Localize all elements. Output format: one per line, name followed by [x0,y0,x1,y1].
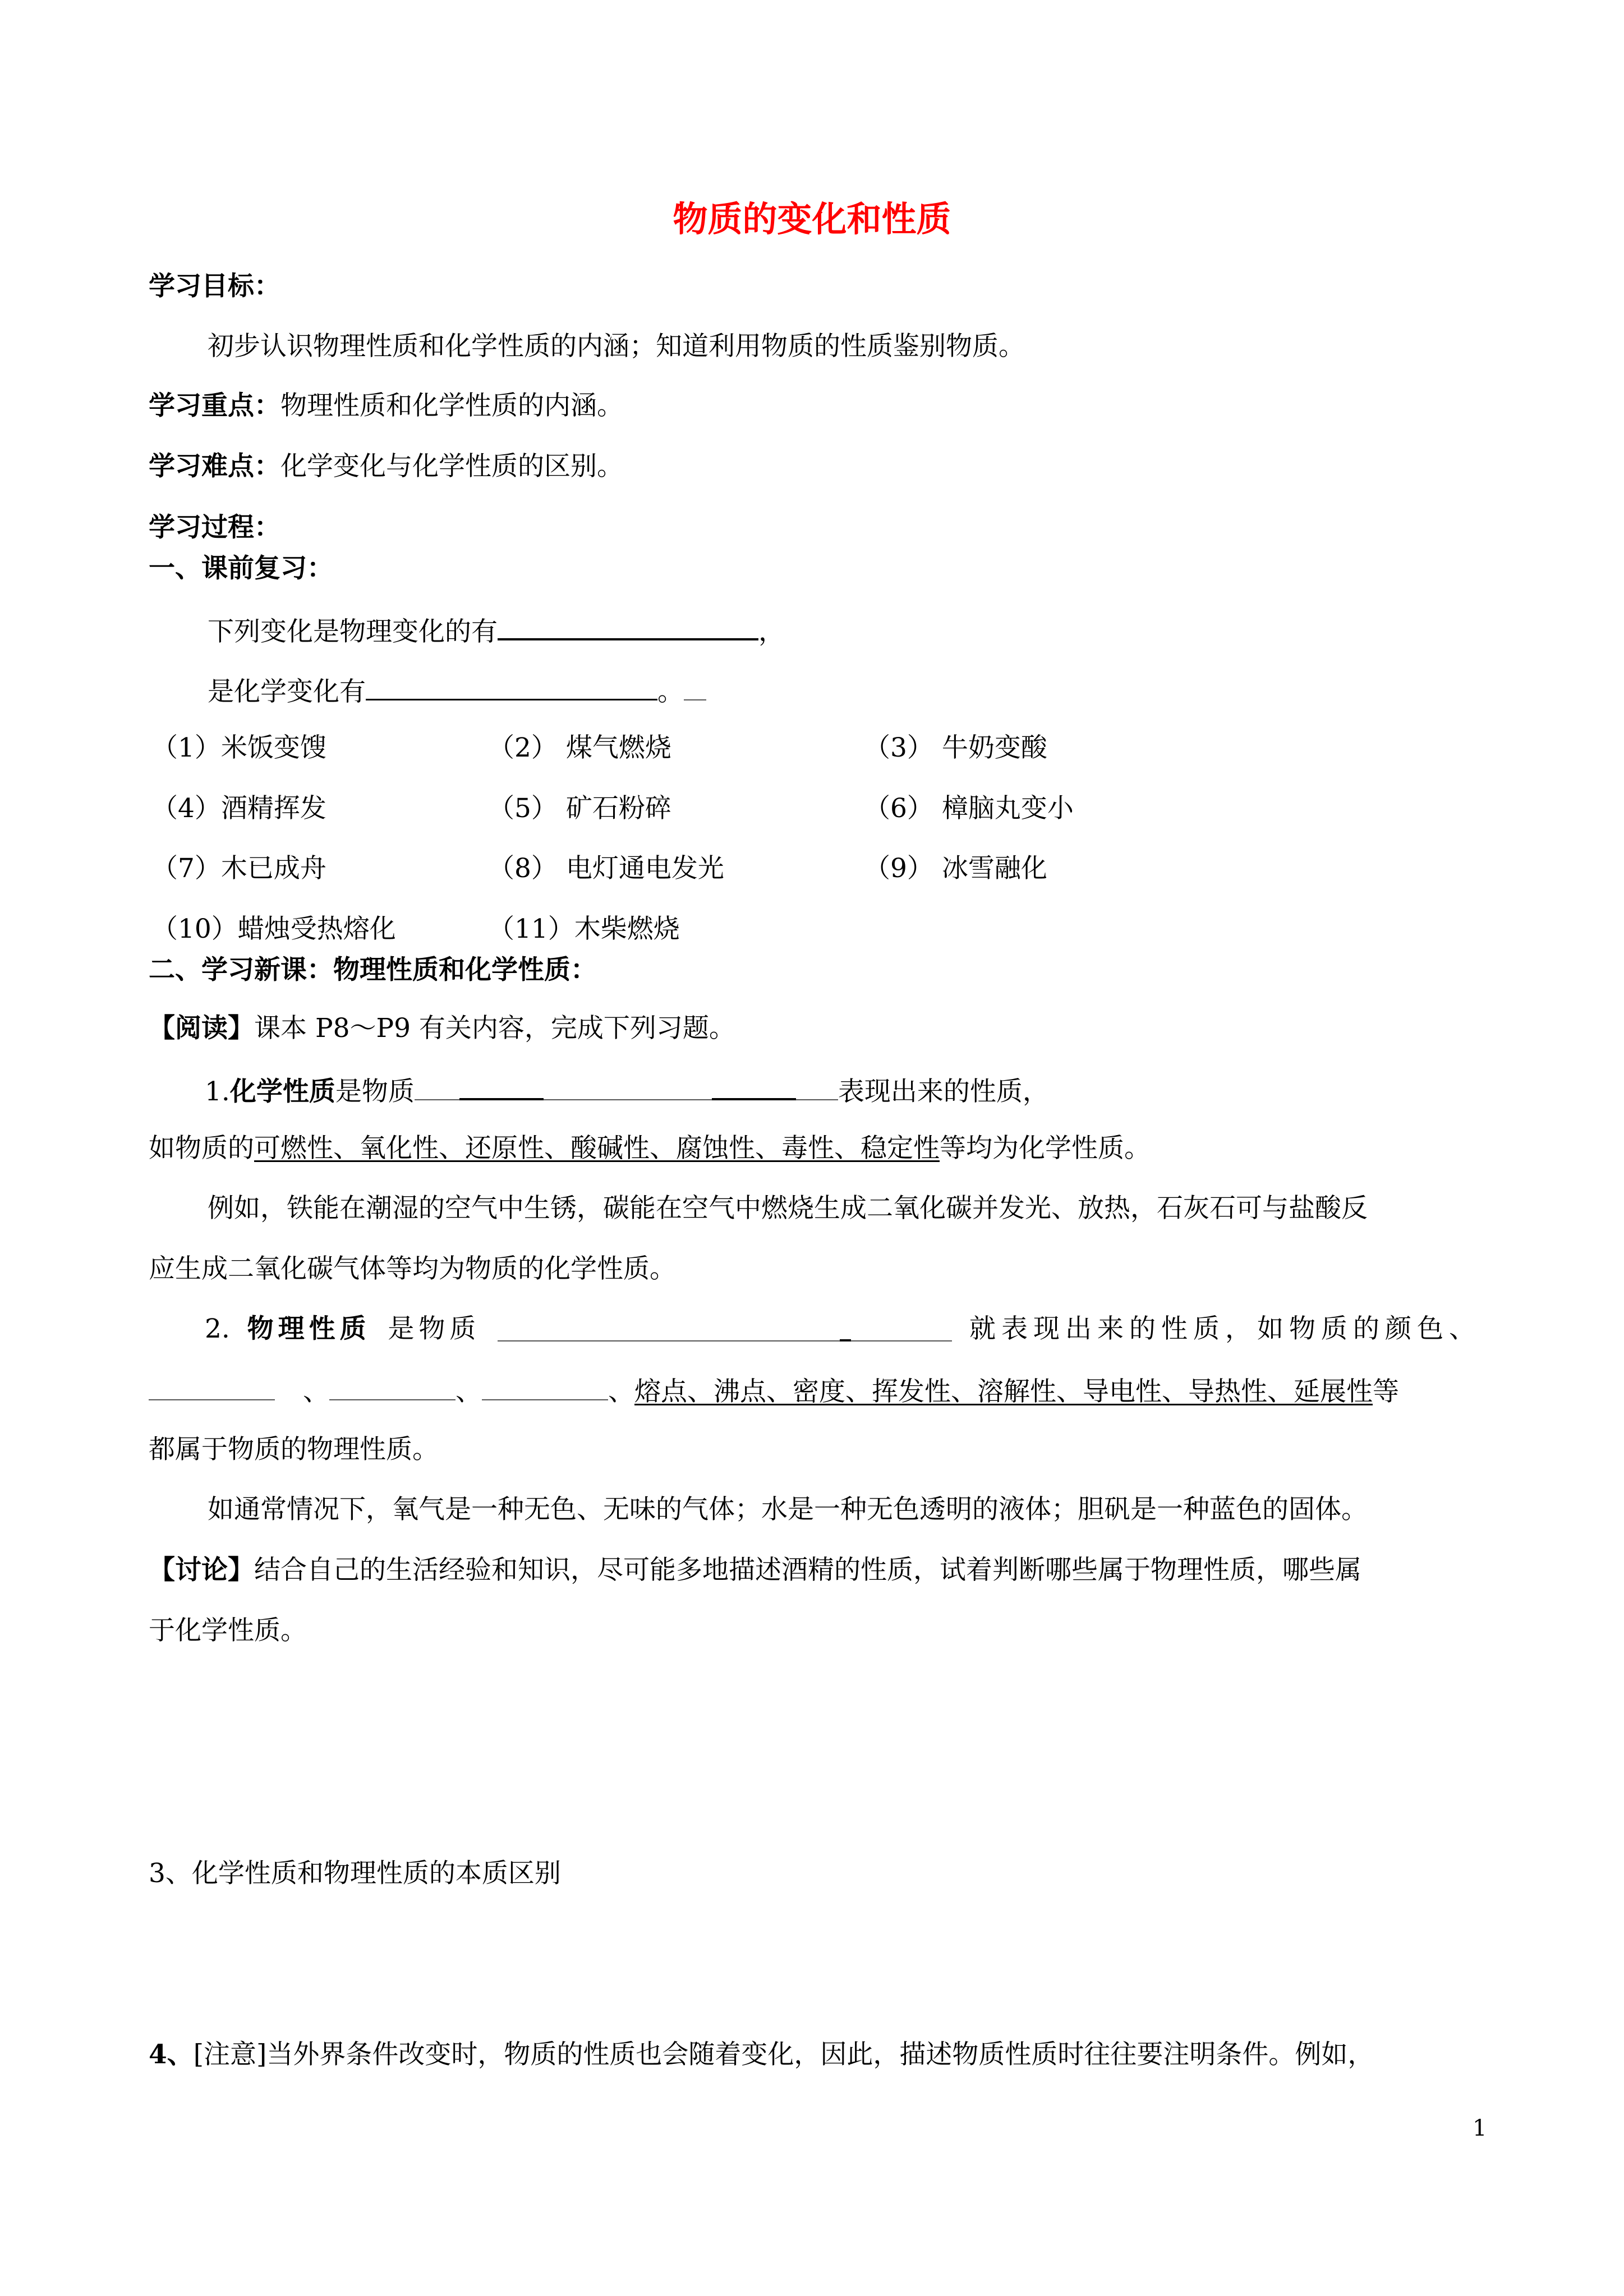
change-item: （4）酒精挥发 [151,793,326,824]
chem-list-pre: 如物质的 [149,1133,254,1164]
chem-property-blank-mid [544,1076,712,1100]
objectives-label: 学习目标： [149,271,280,302]
difficulty-text: 化学变化与化学性质的区别。 [280,451,623,482]
phys-property-post: 就表现出来的性质，如物质的颜色、 [969,1313,1481,1344]
chem-property-term: 化学性质 [229,1076,335,1107]
chemical-change-tail-line [684,676,706,700]
question-4-text: 当外界条件改变时，物质的性质也会随着变化，因此，描述物质性质时往往要注明条件。例如， [266,2039,1374,2070]
question-3: 3、化学性质和物理性质的本质区别 [149,1858,561,1889]
chem-example-line-2: 应生成二氧化碳气体等均为物质的化学性质。 [149,1253,676,1284]
chem-property-blank-2[interactable] [712,1075,796,1100]
section2-heading: 二、学习新课：物理性质和化学性质： [149,955,597,985]
phys-property-term: 物理性质 [247,1313,371,1344]
chem-property-blank-tail [796,1076,838,1100]
chem-property-blank[interactable] [459,1075,544,1100]
discussion-text: 结合自己的生活经验和知识，尽可能多地描述酒精的性质，试着判断哪些属于物理性质，哪些属 [254,1555,1361,1585]
chemical-change-end: 。 [657,676,684,707]
phys-property-list: 熔点、沸点、密度、挥发性、溶解性、导电性、导热性、延展性 [634,1376,1373,1407]
reading-line [149,1015,735,1046]
phys-property-blank-tail [851,1317,952,1341]
change-item: （5） 矿石粉碎 [488,793,671,824]
reading-text: 课本 P8～P9 有关内容，完成下列习题。 [254,1013,735,1044]
physical-change-blank[interactable] [498,615,758,640]
question-4-line [149,2041,1374,2073]
phys-property-blank-mark [840,1316,851,1341]
physical-change-prompt: 下列变化是物理变化的有 [208,616,498,647]
page-title: 物质的变化和性质 [673,199,951,239]
key-point-line [149,390,623,424]
change-item: （8） 电灯通电发光 [488,853,724,884]
color-blank[interactable] [149,1376,275,1400]
chem-property-list: 可燃性、氧化性、还原性、酸碱性、腐蚀性、毒性、稳定性 [254,1133,940,1164]
chem-property-post: 表现出来的性质， [838,1076,1049,1107]
physical-change-end: ， [758,616,785,647]
phys-summary-line: 都属于物质的物理性质。 [149,1434,439,1465]
phys-property-line [205,1313,1481,1346]
question-4-tag: [注意] [193,2039,267,2070]
process-label: 学习过程： [149,512,280,543]
phys-property-blank[interactable] [498,1317,840,1341]
change-item: （11）木柴燃烧 [488,914,680,944]
page-number: 1 [1473,2115,1487,2141]
phys-example-line: 如通常情况下，氧气是一种无色、无味的气体；水是一种无色透明的液体；胆矾是一种蓝色的固体。 [208,1494,1368,1525]
phys-property-pre: 是物质 [388,1313,481,1344]
key-point-text: 物理性质和化学性质的内涵。 [280,390,623,421]
reading-tag: 【阅读】 [149,1013,254,1044]
chemical-change-blank[interactable] [366,675,657,700]
chemical-change-question [208,675,706,707]
phys-list-post: 等 [1373,1376,1399,1407]
physical-change-question [208,615,785,646]
discussion-line-1 [149,1557,1361,1588]
difficulty-line [149,453,623,485]
question-4-num: 4、 [149,2039,194,2070]
smell-blank[interactable] [329,1376,456,1400]
change-item: （9） 冰雪融化 [864,853,1047,884]
phys-property-num: 2. [205,1313,230,1344]
change-item: （1）米饭变馊 [151,732,326,763]
chem-list-line [149,1135,1151,1167]
change-item: （3） 牛奶变酸 [864,732,1047,763]
chem-example-line-1: 例如，铁能在潮湿的空气中生锈，碳能在空气中燃烧生成二氧化碳并发光、放热，石灰石可与盐酸反 [208,1193,1368,1224]
change-item: （7）木已成舟 [151,853,326,884]
chem-property-num: 1. [205,1076,230,1107]
change-item: （6） 樟脑丸变小 [864,793,1074,824]
state-blank[interactable] [482,1376,608,1400]
phys-list-line: 、 、 、熔点、沸点、密度、挥发性、溶解性、导电性、导热性、延展性等 [149,1376,1399,1407]
phys-property-blank-group [498,1316,952,1346]
chem-property-pre: 是物质 [335,1076,415,1107]
change-item: （10）蜡烛受热熔化 [151,914,396,944]
chem-list-post: 等均为化学性质。 [940,1133,1151,1164]
chem-property-line [205,1075,1049,1106]
chemical-change-prompt: 是化学变化有 [208,676,366,707]
section1-heading: 一、课前复习： [149,553,333,584]
key-point-label: 学习重点： [149,390,280,421]
change-item: （2） 煤气燃烧 [488,732,671,763]
discussion-line-2: 于化学性质。 [149,1615,307,1646]
discussion-tag: 【讨论】 [149,1555,254,1585]
difficulty-label: 学习难点： [149,451,280,482]
objectives-text: 初步认识物理性质和化学性质的内涵；知道利用物质的性质鉴别物质。 [208,331,1025,362]
chem-property-blank-lead [415,1076,459,1100]
